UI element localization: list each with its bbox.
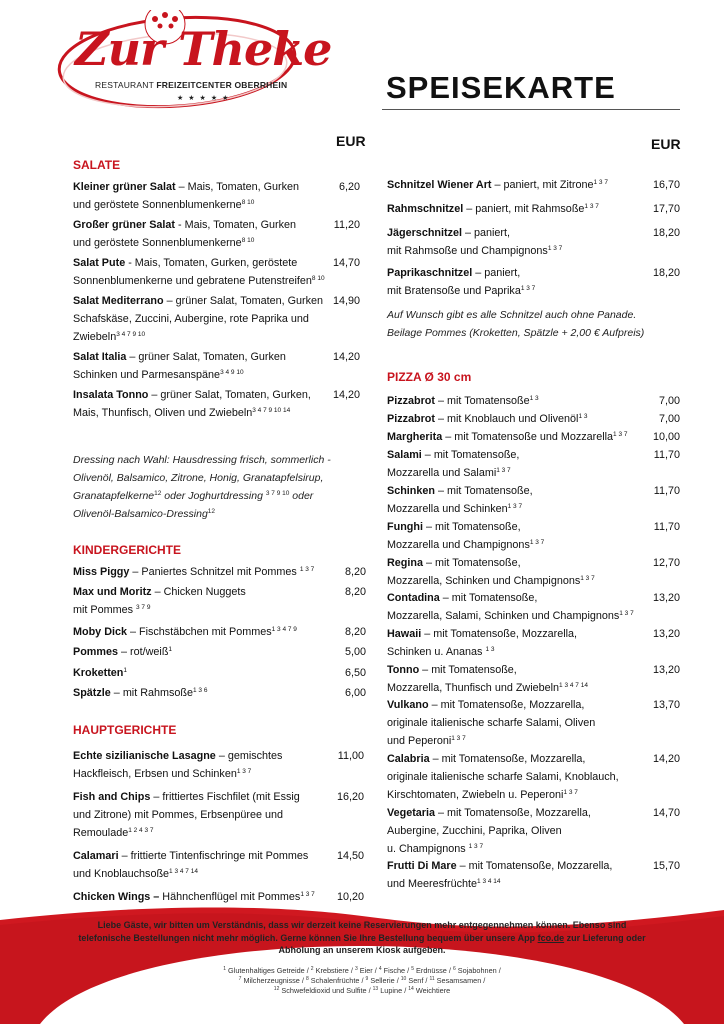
menu-item-name: Calamari: [73, 850, 119, 862]
menu-item-price: 13,20: [652, 592, 680, 604]
menu-item: [73, 847, 308, 883]
allergen-codes: 8 10: [241, 199, 255, 206]
allergen-codes: 1 3 4 7 9: [271, 626, 297, 633]
menu-item: [73, 216, 296, 252]
allergen-codes: 1: [123, 667, 128, 674]
menu-item-price: 18,20: [652, 227, 680, 239]
menu-item-name: Schinken: [387, 485, 436, 497]
menu-item-description: – mit Tomatensoße und Mozzarella: [442, 431, 614, 443]
menu-item-description: Schinken und Parmesanspäne: [73, 369, 221, 381]
menu-item-name: Miss Piggy: [73, 566, 130, 578]
allergen-codes: 1 3 7: [299, 566, 315, 573]
allergen-codes: 1 3 7: [547, 245, 563, 252]
menu-item-description: – paniert, mit Zitrone: [491, 179, 594, 191]
menu-item-description: originale italienische scharfe Salami, Oliven: [387, 717, 596, 729]
menu-item-description: – paniert,: [462, 227, 511, 239]
menu-item-description: mit Pommes: [73, 604, 136, 616]
menu-item-description: – grüner Salat, Tomaten, Gurken: [126, 351, 286, 363]
allergen-number: 5: [411, 966, 414, 972]
menu-item-price: 5,00: [344, 646, 366, 658]
menu-item-price: 6,00: [344, 687, 366, 699]
menu-item-name: Rahmschnitzel: [387, 203, 464, 215]
currency-label-right: EUR: [651, 136, 681, 152]
menu-item: [387, 804, 591, 858]
menu-item-description: und Knoblauchsoße: [73, 868, 170, 880]
menu-item: [73, 747, 282, 783]
menu-item-description: u. Champignons: [387, 843, 469, 855]
allergen-number: 9: [365, 976, 369, 982]
menu-item-description: Hackfleisch, Erbsen und Schinken: [73, 768, 237, 780]
allergen-number: 6: [452, 966, 456, 972]
menu-item: [73, 788, 300, 842]
menu-item-description: – gemischtes: [215, 750, 283, 762]
menu-item-description: – frittierte Tintenfischringe mit Pommes: [118, 850, 309, 862]
menu-item-description: – mit Rahmsoße: [110, 687, 194, 699]
menu-item: [73, 583, 246, 619]
menu-item-price: 10,20: [336, 891, 364, 903]
menu-item-name: Calabria: [387, 753, 430, 765]
menu-item-price: 8,20: [344, 586, 366, 598]
menu-item-description: – frittiertes Fischfilet (mit Essig: [150, 791, 300, 803]
menu-item-description: Mozzarella und Champignons: [387, 539, 530, 551]
allergen-codes: 1 3 7: [613, 431, 628, 438]
menu-item-description: – Fischstäbchen mit Pommes: [127, 626, 272, 638]
menu-item-name: Jägerschnitzel: [387, 227, 463, 239]
menu-item-price: 14,90: [332, 295, 360, 307]
menu-item: [387, 428, 628, 446]
menu-item-price: 11,70: [653, 521, 680, 533]
menu-item-name: Salat Italia: [73, 351, 127, 363]
menu-item-price: 15,70: [652, 860, 680, 872]
menu-item-price: 17,70: [652, 203, 680, 215]
menu-item-description: - Mais, Tomaten, Gurken, geröstete: [125, 257, 298, 269]
menu-item-description: originale italienische scharfe Salami, Knoblauch,: [387, 771, 619, 783]
allergen-label: Lupine /: [380, 986, 409, 995]
allergen-label: Schalenfrüchte /: [310, 976, 366, 985]
menu-item-description: und Zitrone) mit Pommes, Erbsenpüree und: [73, 809, 284, 821]
menu-item-description: – paniert, mit Rahmsoße: [463, 203, 585, 215]
allergen-label: Sesamsamen /: [436, 976, 486, 985]
menu-item-name: Echte sizilianische Lasagne: [73, 750, 216, 762]
menu-item-name: Salat Mediterrano: [73, 295, 164, 307]
allergen-label: Eier /: [359, 966, 379, 975]
allergen-codes: 3 4 7 9 10 14: [252, 407, 291, 414]
allergen-codes: 1 3 7: [300, 891, 315, 898]
menu-item: [387, 589, 634, 625]
app-link[interactable]: fco.de: [537, 932, 565, 943]
menu-item-description: Aubergine, Zucchini, Paprika, Oliven: [387, 825, 562, 837]
allergen-number: 11: [429, 976, 435, 982]
allergen-codes: 3 4 9 10: [220, 369, 244, 376]
menu-item: [387, 446, 519, 482]
menu-item-name: Salami: [387, 449, 422, 461]
menu-item-price: 14,70: [332, 257, 360, 269]
allergen-codes: 1 3: [529, 395, 539, 402]
menu-item-name: Contadina: [387, 592, 440, 604]
menu-item: [387, 661, 588, 697]
menu-item: [73, 292, 323, 346]
menu-item-description: Mozzarella, Salami, Schinken und Champignons: [387, 610, 620, 622]
menu-item: [73, 386, 311, 422]
allergen-codes: 3 7 9: [136, 604, 151, 611]
menu-item-price: 14,20: [332, 389, 360, 401]
allergen-codes: 1 3 4 14: [477, 878, 501, 885]
menu-item: [387, 410, 588, 428]
menu-item-description: – mit Tomatensoße, Mozzarella,: [435, 807, 591, 819]
allergen-codes: 1 3 7: [584, 203, 599, 210]
menu-item: [387, 200, 599, 218]
menu-item-description: Sonnenblumenkerne und gebratene Putenstreifen: [73, 275, 312, 287]
menu-item-name: Schnitzel Wiener Art: [387, 179, 492, 191]
menu-item-name: Paprikaschnitzel: [387, 267, 473, 279]
menu-item-name: Salat Pute: [73, 257, 126, 269]
allergen-label: Fische /: [383, 966, 412, 975]
allergen-label: Glutenhaltiges Getreide /: [228, 966, 311, 975]
menu-item: [387, 264, 535, 300]
allergen-codes: 1 3 7: [468, 843, 484, 850]
menu-item: [387, 392, 539, 410]
menu-item-description: und Peperoni: [387, 735, 452, 747]
title-divider: [382, 109, 680, 110]
logo-subtitle: RESTAURANT FREIZEITCENTER OBERRHEIN: [95, 80, 288, 90]
menu-item-description: Mozzarella und Schinken: [387, 503, 508, 515]
section-heading-pizza: PIZZA Ø 30 cm: [387, 370, 472, 384]
menu-item-price: 11,20: [333, 219, 360, 231]
menu-item-description: – Mais, Tomaten, Gurken: [175, 181, 300, 193]
menu-item-description: – mit Knoblauch und Olivenöl: [435, 413, 579, 425]
menu-item: [73, 623, 297, 641]
menu-item-name: Spätzle: [73, 687, 111, 699]
menu-item-description: – grüner Salat, Tomaten, Gurken: [163, 295, 324, 307]
page-title: SPEISEKARTE: [386, 70, 616, 105]
menu-item-name: Hawaii: [387, 628, 422, 640]
menu-item: [387, 518, 544, 554]
allergen-codes: 1 3 4 7 14: [169, 868, 198, 875]
menu-item: [387, 696, 595, 750]
allergen-label: Milcherzeugnisse /: [243, 976, 306, 985]
menu-item-description: – Chicken Nuggets: [151, 586, 246, 598]
menu-item-description: – mit Tomatensoße,: [439, 592, 538, 604]
menu-item-price: 11,00: [337, 750, 364, 762]
menu-item-description: mit Bratensoße und Paprika: [387, 285, 521, 297]
menu-item-description: – rot/weiß: [118, 646, 169, 658]
menu-item-description: – mit Tomatensoße, Mozzarella,: [421, 628, 578, 640]
menu-item-name: Vegetaria: [387, 807, 436, 819]
section-heading-hauptgerichte: HAUPTGERICHTE: [73, 723, 177, 737]
allergen-number: 2: [310, 966, 314, 972]
menu-item-description: Zwiebeln: [73, 331, 117, 343]
allergen-codes: 1 3 7: [496, 467, 511, 474]
allergen-number: 8: [305, 976, 309, 982]
allergen-number: 7: [238, 976, 242, 982]
menu-item-description: und geröstete Sonnenblumenkerne: [73, 199, 242, 211]
menu-item-name: Vulkano: [387, 699, 429, 711]
menu-item: [387, 750, 619, 804]
allergen-codes: 1 3 6: [193, 687, 208, 694]
menu-item-name: Pommes: [73, 646, 119, 658]
allergen-label: Sojabohnen /: [457, 966, 501, 975]
menu-item-name: Insalata Tonno: [73, 389, 149, 401]
allergen-legend: [150, 966, 574, 996]
menu-item-name: Moby Dick: [73, 626, 127, 638]
menu-item-description: – mit Tomatensoße,: [423, 557, 521, 569]
menu-item-description: Mozzarella, Thunfisch und Zwiebeln: [387, 682, 560, 694]
menu-item: [387, 482, 533, 518]
menu-item: [73, 643, 172, 661]
menu-item-description: – paniert,: [472, 267, 521, 279]
menu-item-name: Fish and Chips: [73, 791, 151, 803]
allergen-codes: 1: [168, 646, 173, 653]
restaurant-logo: [55, 10, 332, 115]
allergen-number: 1: [223, 966, 226, 972]
menu-item-description: – mit Tomatensoße,: [421, 449, 520, 461]
menu-item-name: Pizzabrot: [387, 413, 435, 425]
menu-item-price: 14,50: [336, 850, 364, 862]
menu-item: [387, 625, 577, 661]
menu-item-name: Großer grüner Salat: [73, 219, 175, 231]
menu-item-price: 7,00: [658, 395, 680, 407]
menu-item-price: 12,70: [652, 557, 680, 569]
menu-item: [73, 254, 325, 290]
menu-item-price: 11,70: [653, 485, 680, 497]
menu-item-description: – mit Tomatensoße, Mozzarella,: [429, 753, 586, 765]
menu-item-description: - Mais, Tomaten, Gurken: [175, 219, 297, 231]
menu-item-name: Chicken Wings –: [73, 891, 160, 903]
allergen-codes: 3 4 7 9 10: [116, 331, 146, 338]
menu-item-name: Funghi: [387, 521, 423, 533]
allergen-label: Erdnüsse /: [416, 966, 453, 975]
allergen-codes: 1 3 7: [593, 179, 608, 186]
allergen-label: Senf /: [408, 976, 430, 985]
menu-item: [73, 178, 299, 214]
menu-item: [387, 224, 562, 260]
allergen-label: Krebstiere /: [315, 966, 355, 975]
menu-item-description: mit Rahmsoße und Champignons: [387, 245, 548, 257]
menu-item-price: 14,20: [652, 753, 680, 765]
menu-item-price: 7,00: [658, 413, 680, 425]
footer-notice: Liebe Gäste, wir bitten um Verständnis, dass wir derzeit keine Reservierungen mehr entgegennehmen können. Ebenso sind telefonische Bestellungen nicht mehr möglich. Gerne können Sie Ihre Bestellung bequem über unsere App fco.de zur Lieferung oder Abholung an unserem Kiosk aufgeben.: [78, 920, 646, 955]
allergen-codes: 8 10: [241, 237, 255, 244]
menu-item-description: Mais, Thunfisch, Oliven und Zwiebeln: [73, 407, 253, 419]
allergen-codes: 1 3 7: [507, 503, 523, 510]
allergen-codes: 1 3 4 7 14: [559, 682, 588, 689]
section-heading-kindergerichte: KINDERGERICHTE: [73, 543, 182, 557]
section-heading-salate: SALATE: [73, 158, 121, 172]
allergen-codes: 1 3 7: [563, 789, 578, 796]
allergen-codes: 1 3 7: [580, 575, 595, 582]
menu-item-price: 10,00: [652, 431, 680, 443]
allergen-codes: 1 3 7: [451, 735, 466, 742]
menu-item-price: 8,20: [344, 626, 366, 638]
menu-item-price: 14,70: [652, 807, 680, 819]
allergen-number: 4: [378, 966, 382, 972]
allergen-label: Sellerie /: [370, 976, 401, 985]
allergen-codes: 8 10: [311, 275, 325, 282]
menu-item-description: – mit Tomatensoße: [435, 395, 530, 407]
menu-item: [73, 348, 286, 384]
menu-item-price: 18,20: [652, 267, 680, 279]
menu-item-description: Schafskäse, Zuccini, Aubergine, rote Paprika und: [73, 313, 309, 325]
allergen-codes: 1 3 7: [619, 610, 634, 617]
menu-item-price: 16,20: [336, 791, 364, 803]
allergen-number: 14: [408, 986, 414, 992]
menu-item-description: Schinken u. Ananas: [387, 646, 486, 658]
menu-item-price: 6,20: [338, 181, 360, 193]
menu-item-name: Frutti Di Mare: [387, 860, 457, 872]
allergen-number: 12: [273, 986, 280, 992]
currency-label-left: EUR: [336, 133, 366, 149]
menu-item: [73, 684, 207, 702]
menu-item-description: Mozzarella, Schinken und Champignons: [387, 575, 581, 587]
menu-item-name: Kroketten: [73, 667, 124, 679]
menu-item-description: Remoulade: [73, 827, 129, 839]
logo-wordmark: Zur Theke: [75, 22, 332, 76]
menu-item: [73, 664, 127, 682]
allergen-codes: 1 3: [578, 413, 588, 420]
menu-item-description: Kirschtomaten, Zwiebeln u. Peperoni: [387, 789, 564, 801]
menu-item-description: Mozzarella und Salami: [387, 467, 497, 479]
allergen-number: 10: [400, 976, 407, 982]
menu-item-name: Kleiner grüner Salat: [73, 181, 176, 193]
menu-item-name: Regina: [387, 557, 423, 569]
menu-item-description: – Paniertes Schnitzel mit Pommes: [129, 566, 300, 578]
menu-item-name: Tonno: [387, 664, 420, 676]
menu-item-description: – mit Tomatensoße,: [435, 485, 533, 497]
menu-item-price: 11,70: [653, 449, 680, 461]
allergen-codes: 1 3 7: [520, 285, 536, 292]
allergen-codes: 1 3: [485, 646, 495, 653]
allergen-label: Schwefeldioxid und Sulfite /: [281, 986, 373, 995]
menu-item-description: und geröstete Sonnenblumenkerne: [73, 237, 242, 249]
allergen-codes: 1 3 7: [236, 768, 252, 775]
allergen-number: 13: [372, 986, 379, 992]
allergen-number: 3: [354, 966, 358, 972]
menu-item: [387, 554, 595, 590]
schnitzel-note: Auf Wunsch gibt es alle Schnitzel auch ohne Panade. Beilage Pommes (Kroketten, Spätzle + 2,00 € Aufpreis): [387, 309, 645, 339]
menu-item-price: 13,20: [652, 628, 680, 640]
logo-stars: ★★★★★: [177, 95, 234, 102]
dressing-note: Dressing nach Wahl: Hausdressing frisch, sommerlich - Olivenöl, Balsamico, Zitrone, Honig, Granatapfelsirup, Granatapfelkerne$^{12}$ oder Joghurtdressing $^{3 7 9 10}$ oder Olivenöl-Balsamico-Dressing$^{12}$: [73, 454, 331, 520]
menu-item-description: – grüner Salat, Tomaten, Gurken,: [148, 389, 311, 401]
menu-item-description: Hähnchenflügel mit Pommes: [159, 891, 301, 903]
menu-item-description: – mit Tomatensoße, Mozzarella,: [428, 699, 585, 711]
menu-item: [73, 563, 314, 581]
menu-item-price: 6,50: [344, 667, 366, 679]
allergen-codes: 1 3 7: [529, 539, 545, 546]
menu-item-name: Margherita: [387, 431, 443, 443]
menu-item-description: – mit Tomatensoße, Mozzarella,: [456, 860, 613, 872]
menu-item-description: – mit Tomatensoße,: [422, 521, 521, 533]
menu-item-price: 16,70: [652, 179, 680, 191]
menu-item: [387, 176, 608, 194]
menu-item-description: und Meeresfrüchte: [387, 878, 478, 890]
allergen-codes: 1 2 4 3 7: [128, 827, 154, 834]
menu-item-price: 13,20: [652, 664, 680, 676]
menu-item-price: 14,20: [332, 351, 360, 363]
menu-item-name: Max und Moritz: [73, 586, 152, 598]
menu-item-name: Pizzabrot: [387, 395, 435, 407]
menu-item-price: 13,70: [652, 699, 680, 711]
allergen-label: Weichtiere: [415, 986, 451, 995]
menu-item-description: – mit Tomatensoße,: [419, 664, 517, 676]
menu-item-price: 8,20: [344, 566, 366, 578]
